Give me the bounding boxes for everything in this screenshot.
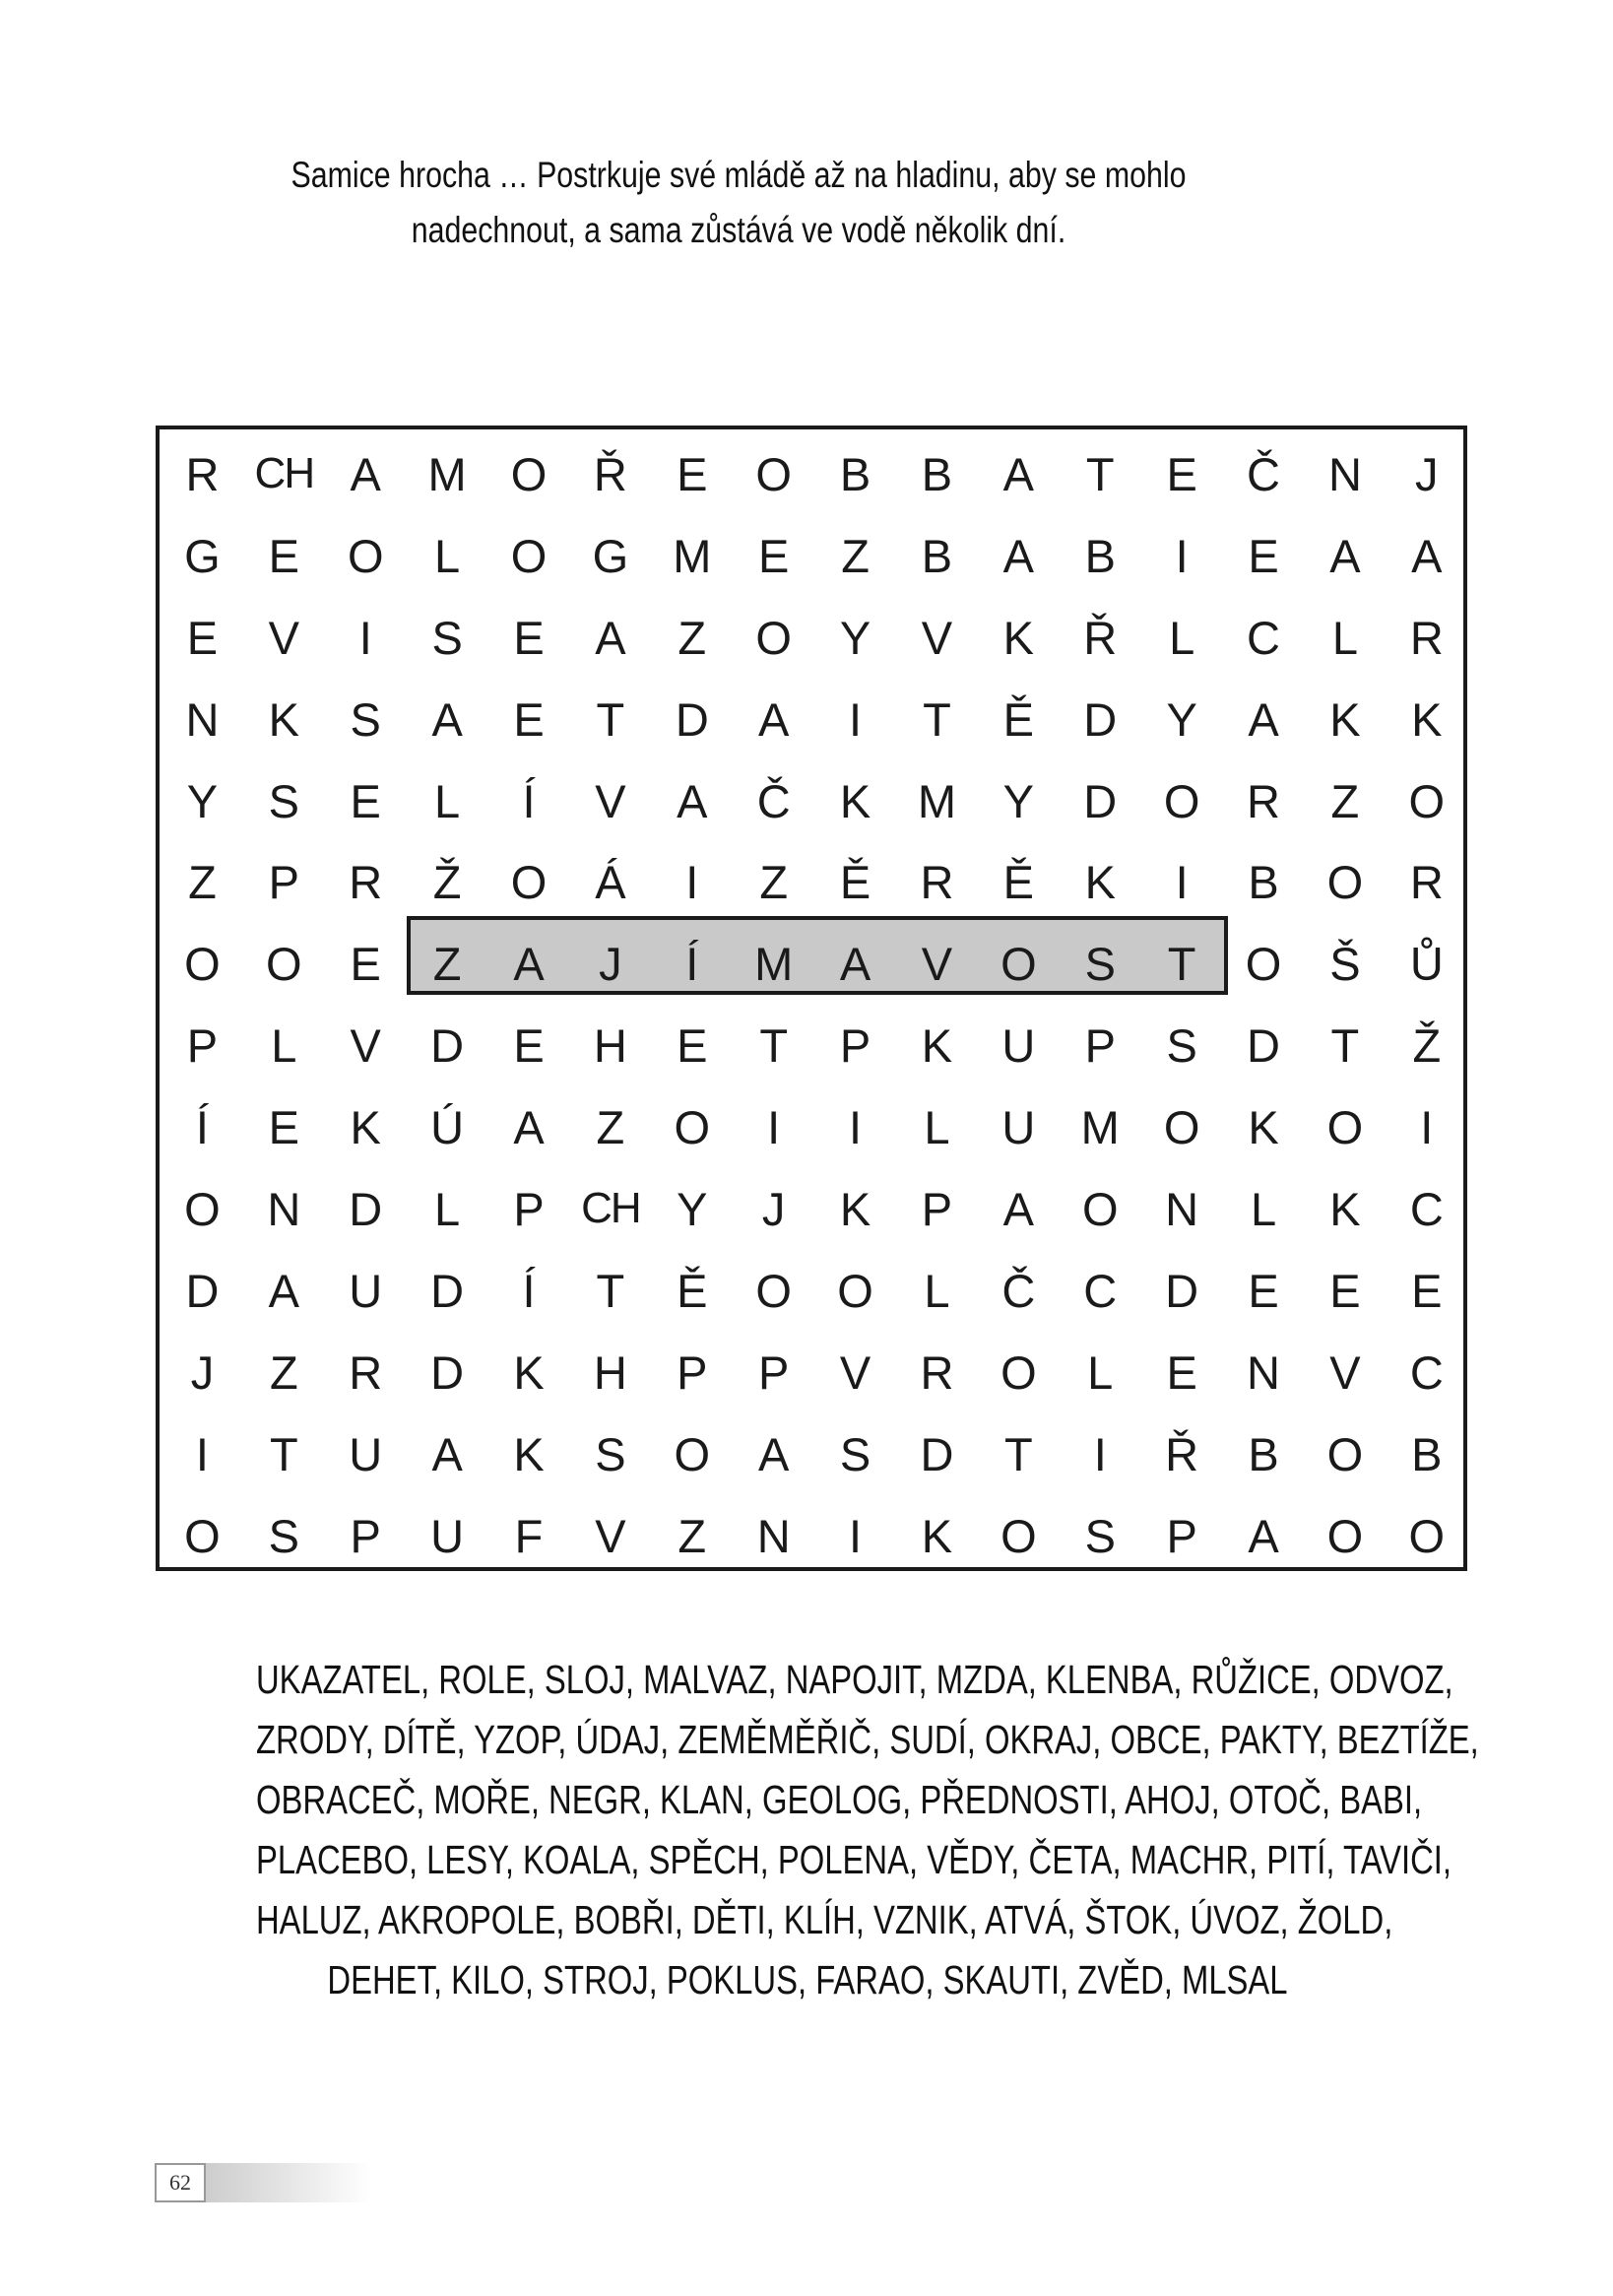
grid-cell: E [677,447,708,500]
grid-cell: V [921,611,953,664]
grid-cell: P [1166,1509,1197,1562]
grid-cell: O [1326,856,1364,909]
grid-cell: O [674,1101,711,1154]
grid-cell: P [921,1182,953,1235]
grid-cell: N [1165,1182,1199,1235]
grid-cell: D [1165,1264,1199,1317]
grid-cell: N [756,1509,791,1562]
grid-cell: D [430,1264,465,1317]
grid-cell: Č [1247,447,1280,500]
grid-cell: C [1083,1264,1118,1317]
grid-cell: A [1248,692,1279,746]
grid-cell: M [427,447,467,500]
grid-cell: O [837,1264,873,1317]
grid-cell: K [839,1182,871,1235]
grid-cell: A [1248,1509,1279,1562]
grid-cell: E [513,611,545,664]
grid-cell: D [185,1264,220,1317]
grid-cell: U [1001,1019,1036,1073]
grid-cell: R [185,447,220,500]
grid-cell: S [268,1509,300,1562]
word-list-line: UKAZATEL, ROLE, SLOJ, MALVAZ, NAPOJIT, MZDA, KLENBA, RŮŽICE, ODVOZ, [256,1657,1453,1702]
grid-cell: E [758,529,790,582]
grid-cell: Ř [1083,611,1118,664]
grid-cell: I [1420,1101,1434,1154]
grid-cell: L [271,1019,297,1073]
grid-cell: K [1329,692,1361,746]
grid-cell: E [1166,1345,1197,1399]
grid-cell: T [1330,1019,1360,1073]
grid-cell: J [761,1182,786,1235]
intro-text [254,148,1223,258]
grid-cell: K [921,1019,953,1073]
grid-cell: T [759,1019,789,1073]
grid-cell: T [269,1427,298,1480]
grid-cell: A [677,774,708,827]
grid-cell: A [1329,529,1361,582]
grid-cell: B [1248,856,1279,909]
grid-cell: L [1331,611,1358,664]
grid-cell: T [1085,447,1115,500]
grid-cell: I [195,1427,209,1480]
grid-cell: C [1409,1345,1444,1399]
grid-cell: A [758,1427,790,1480]
grid-cell: O [184,938,221,991]
grid-cell: Y [677,1182,708,1235]
grid-cell: Ú [430,1101,465,1154]
grid-cell: E [1248,1264,1279,1317]
grid-cell: J [190,1345,215,1399]
grid-cell: A [758,692,790,746]
grid-cell: Ř [1165,1427,1199,1480]
grid-cell: R [920,856,954,909]
grid-cell: A [1002,1182,1035,1235]
grid-cell: B [921,447,953,500]
grid-cell: G [592,529,629,582]
grid-cell: R [920,1345,954,1399]
grid-cell: CH [254,449,314,498]
grid-cell: Z [596,1101,625,1154]
grid-cell: C [1409,1182,1444,1235]
grid-cell: K [513,1427,545,1480]
grid-cell: Í [522,1264,536,1317]
grid-cell: T [1167,938,1196,991]
grid-cell: B [1411,1427,1443,1480]
grid-cell: O [1326,1101,1364,1154]
grid-cell: V [1329,1345,1361,1399]
grid-cell: I [1093,1427,1107,1480]
grid-cell: Ž [1412,1019,1442,1073]
grid-cell: O [1326,1509,1364,1562]
grid-cell: I [685,856,699,909]
grid-cell: E [186,611,219,664]
grid-cell: I [849,692,863,746]
grid-cell: O [1163,1101,1200,1154]
grid-cell: O [1081,1182,1119,1235]
grid-cell: P [350,1509,381,1562]
grid-cell: Z [269,1345,298,1399]
grid-cell: A [431,1427,463,1480]
grid-cell: E [350,774,381,827]
grid-cell: N [1247,1345,1280,1399]
grid-cell: V [921,938,953,991]
grid-cell: R [349,856,383,909]
grid-cell: H [593,1019,627,1073]
grid-cell: O [1326,1427,1364,1480]
word-list [118,1650,1497,2010]
grid-cell: S [1166,1019,1197,1073]
grid-cell: Á [595,856,626,909]
grid-cell: Z [841,529,870,582]
grid-cell: O [1000,938,1037,991]
letter-grid [161,433,1467,1576]
page-number: 62 [155,2163,206,2202]
grid-cell: P [513,1182,545,1235]
grid-cell: O [510,447,548,500]
grid-cell: E [1411,1264,1443,1317]
grid-cell: D [1083,692,1118,746]
grid-cell: O [1000,1509,1037,1562]
grid-cell: A [1411,529,1443,582]
grid-cell: K [921,1509,953,1562]
grid-cell: R [1409,856,1444,909]
grid-cell: M [917,774,957,827]
grid-cell: N [267,1182,301,1235]
grid-cell: L [1087,1345,1114,1399]
grid-cell: D [349,1182,383,1235]
grid-cell: E [1329,1264,1361,1317]
grid-cell: P [677,1345,708,1399]
grid-cell: T [1003,1427,1033,1480]
grid-cell: P [758,1345,790,1399]
grid-cell: K [350,1101,381,1154]
grid-cell: V [839,1345,871,1399]
grid-cell: I [849,1509,863,1562]
grid-cell: Š [1329,938,1361,991]
grid-cell: E [677,1019,708,1073]
grid-cell: Z [677,1509,707,1562]
grid-cell: Y [839,611,871,664]
grid-cell: A [513,1101,545,1154]
grid-cell: Í [195,1101,209,1154]
grid-cell: D [920,1427,954,1480]
grid-cell: D [430,1019,465,1073]
grid-cell: Í [685,938,699,991]
grid-cell: E [513,692,545,746]
grid-cell: K [268,692,300,746]
grid-cell: N [1327,447,1362,500]
grid-cell: A [513,938,545,991]
grid-cell: Í [522,774,536,827]
grid-cell: Ě [1002,856,1035,909]
intro-line-2: nadechnout, a sama zůstává ve vodě několik dní. [411,210,1066,250]
grid-cell: S [350,692,381,746]
word-list-line: DEHET, KILO, STROJ, POKLUS, FARAO, SKAUTI, ZVĚD, MLSAL [327,1957,1288,2002]
grid-cell: M [1080,1101,1120,1154]
grid-cell: S [431,611,463,664]
word-list-line: HALUZ, AKROPOLE, BOBŘI, DĚTI, KLÍH, VZNIK, ATVÁ, ŠTOK, ÚVOZ, ŽOLD, [256,1897,1393,1942]
grid-cell: I [767,1101,781,1154]
grid-cell: A [595,611,626,664]
grid-cell: L [924,1264,950,1317]
grid-cell: F [514,1509,544,1562]
grid-cell: B [839,447,871,500]
grid-cell: T [596,1264,625,1317]
grid-cell: D [675,692,709,746]
grid-cell: H [593,1345,627,1399]
grid-cell: I [1175,529,1189,582]
grid-cell: O [755,611,792,664]
grid-cell: E [1166,447,1197,500]
grid-cell: S [1084,1509,1116,1562]
grid-cell: Z [759,856,789,909]
grid-cell: D [430,1345,465,1399]
grid-cell: O [1163,774,1200,827]
grid-cell: O [184,1509,221,1562]
intro-line-1: Samice hrocha … Postrkuje své mládě až na hladinu, aby se mohlo [290,155,1187,195]
grid-cell: J [1415,447,1439,500]
grid-cell: A [1002,447,1035,500]
grid-cell: K [1329,1182,1361,1235]
grid-cell: O [755,1264,792,1317]
grid-cell: O [1408,1509,1446,1562]
word-list-line: PLACEBO, LESY, KOALA, SPĚCH, POLENA, VĚDY, ČETA, MACHR, PITÍ, TAVIČI, [256,1837,1452,1882]
grid-cell: O [510,856,548,909]
grid-cell: P [268,856,300,909]
grid-cell: E [268,1101,300,1154]
grid-cell: B [921,529,953,582]
grid-cell: A [839,938,871,991]
grid-cell: Z [432,938,462,991]
grid-cell: B [1084,529,1116,582]
grid-cell: Z [1330,774,1360,827]
grid-cell: G [184,529,221,582]
grid-cell: V [595,1509,626,1562]
grid-cell: R [1409,611,1444,664]
grid-cell: U [349,1427,383,1480]
grid-cell: Č [1001,1264,1036,1317]
grid-cell: I [1175,856,1189,909]
grid-cell: S [595,1427,626,1480]
grid-cell: V [268,611,300,664]
grid-cell: L [1250,1182,1277,1235]
grid-cell: E [268,529,300,582]
grid-cell: M [754,938,794,991]
grid-cell: U [349,1264,383,1317]
grid-cell: Y [186,774,219,827]
word-list-line: ZRODY, DÍTĚ, YZOP, ÚDAJ, ZEMĚMĚŘIČ, SUDÍ, OKRAJ, OBCE, PAKTY, BEZTÍŽE, [256,1717,1479,1762]
grid-cell: T [596,692,625,746]
grid-cell: D [1083,774,1118,827]
grid-cell: Y [1002,774,1035,827]
grid-cell: K [1411,692,1443,746]
grid-cell: Z [188,856,217,909]
grid-cell: L [434,774,461,827]
grid-cell: A [268,1264,300,1317]
grid-cell: A [350,447,381,500]
grid-cell: Z [677,611,707,664]
grid-cell: E [1248,529,1279,582]
grid-cell: O [755,447,792,500]
grid-cell: S [1084,938,1116,991]
grid-cell: Ř [593,447,627,500]
grid-cell: K [1002,611,1035,664]
grid-cell: J [599,938,622,991]
grid-cell: O [184,1182,221,1235]
grid-cell: A [431,692,463,746]
grid-cell: K [513,1345,545,1399]
grid-cell: T [923,692,951,746]
grid-cell: O [266,938,302,991]
grid-cell: I [849,1101,863,1154]
grid-cell: L [924,1101,950,1154]
grid-cell: O [1408,774,1446,827]
grid-cell: Ě [1002,692,1035,746]
grid-cell: K [839,774,871,827]
grid-cell: S [839,1427,871,1480]
grid-cell: E [513,1019,545,1073]
grid-cell: Ž [432,856,462,909]
grid-cell: V [595,774,626,827]
grid-cell: M [673,529,712,582]
grid-cell: U [1001,1101,1036,1154]
grid-cell: D [1247,1019,1280,1073]
grid-cell: Y [1166,692,1197,746]
grid-cell: O [1000,1345,1037,1399]
grid-cell: Č [756,774,791,827]
grid-cell: C [1247,611,1280,664]
grid-cell: L [434,1182,461,1235]
grid-cell: V [350,1019,381,1073]
grid-cell: P [839,1019,871,1073]
grid-cell: Ě [839,856,871,909]
grid-cell: O [674,1427,711,1480]
grid-cell: N [185,692,220,746]
grid-cell: O [510,529,548,582]
grid-cell: E [350,938,381,991]
grid-cell: U [430,1509,465,1562]
word-search-grid [156,426,1467,1571]
grid-cell: I [358,611,372,664]
grid-cell: B [1248,1427,1279,1480]
grid-cell: CH [581,1184,640,1233]
grid-cell: A [1002,529,1035,582]
grid-cell: P [1084,1019,1116,1073]
grid-cell: O [1245,938,1282,991]
grid-cell: Ě [677,1264,708,1317]
word-list-line: OBRACEČ, MOŘE, NEGR, KLAN, GEOLOG, PŘEDNOSTI, AHOJ, OTOČ, BABI, [256,1777,1423,1822]
grid-cell: K [1248,1101,1279,1154]
grid-cell: Ů [1409,938,1444,991]
grid-cell: L [434,529,461,582]
grid-cell: S [268,774,300,827]
grid-cell: R [349,1345,383,1399]
grid-cell: R [1247,774,1280,827]
grid-cell: K [1084,856,1116,909]
grid-cell: L [1169,611,1195,664]
grid-cell: P [186,1019,219,1073]
grid-cell: O [347,529,384,582]
